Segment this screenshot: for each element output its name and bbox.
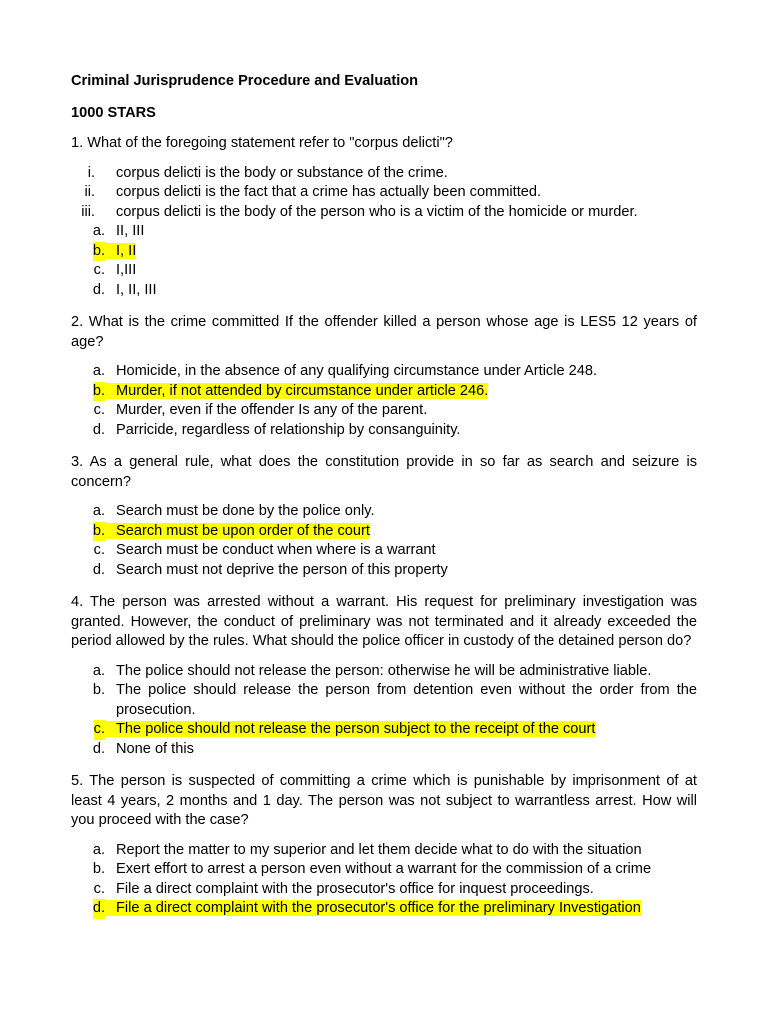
choice-text: II, III [116,223,145,239]
statement-text: corpus delicti is the body or substance of the crime. [116,164,448,181]
question-5 [71,772,697,919]
choice-text: I, II [105,243,136,259]
statement-iii [71,203,697,223]
choice-marker: d. [93,899,105,919]
choice-b [71,681,697,720]
choice-marker: b. [93,382,105,402]
statement-text: corpus delicti is the fact that a crime has actually been committed. [116,184,542,200]
choice-a [71,662,697,682]
choice-text: The police should not release the person: otherwise he will be administrative liable. [116,662,652,679]
question-3-choices [71,502,697,580]
question-1-text: 1. What of the foregoing statement refer to "corpus delicti"? [71,135,453,151]
choice-d-highlighted [71,899,697,919]
choice-d [71,421,697,441]
choice-c [71,401,697,421]
choice-marker: b. [93,522,105,542]
choice-marker: c. [93,542,105,558]
document-subtitle: 1000 STARS [71,104,156,121]
choice-text: Report the matter to my superior and let them decide what to do with the situation [116,841,642,858]
choice-text: Parricide, regardless of relationship by consanguinity. [116,421,461,438]
question-5-text: 5. The person is suspected of committing a crime which is punishable by imprisonment of at least 4 years, 2 months and 1 day. The person was not subject to warrantless arrest. How will you proceed with the case? [71,773,697,828]
choice-marker: c. [94,720,105,740]
choice-text: Search must not deprive the person of this property [116,561,448,578]
choice-marker: b. [92,682,105,698]
choice-c [71,880,697,900]
question-3 [71,453,697,580]
statement-ii [71,183,697,203]
choice-b-highlighted [71,382,697,402]
choice-text: I,III [116,262,137,278]
choice-d [71,561,697,581]
choice-marker: a. [92,662,105,679]
question-3-text: 3. As a general rule, what does the constitution provide in so far as search and seizure is concern? [71,454,697,490]
choice-b-highlighted [71,522,697,542]
choice-a [71,362,697,382]
choice-c [71,541,697,561]
choice-marker: d. [92,281,105,298]
choice-text: Search must be done by the police only. [116,503,375,519]
question-5-choices [71,841,697,919]
document-title: Criminal Jurisprudence Procedure and Evaluation [71,73,419,89]
choice-d [71,740,697,760]
choice-marker: d. [92,421,105,438]
question-4-text: 4. The person was arrested without a warrant. His request for preliminary investigation was granted. However, the conduct of preliminary was not terminated and it already exceeded the period allowed by the rules. What should the police officer in custody of the detained person do? [71,594,697,649]
choice-text: I, II, III [116,281,157,298]
statement-i [71,164,697,184]
choice-a [71,502,697,522]
choice-text: None of this [116,740,194,757]
choice-marker: d. [92,740,105,757]
question-1-choices [71,222,697,300]
choice-marker: c. [93,880,105,897]
question-1-statements [71,164,697,223]
question-4-choices [71,662,697,760]
statement-text: corpus delicti is the body of the person who is a victim of the homicide or murder. [116,203,638,220]
choice-marker: b. [92,861,105,877]
choice-d [71,281,697,301]
choice-a [71,222,697,242]
choice-marker: a. [92,503,105,519]
choice-marker: d. [92,561,105,578]
choice-b [71,860,697,880]
choice-text: Search must be conduct when where is a warrant [116,542,436,558]
choice-text: Exert effort to arrest a person even without a warrant for the commission of a crime [116,861,652,877]
choice-text: Homicide, in the absence of any qualifying circumstance under Article 248. [116,363,598,379]
choice-text: The police should not release the person subject to the receipt of the court [105,721,595,737]
question-2-text: 2. What is the crime committed If the offender killed a person whose age is LES5 12 years of age? [71,314,697,350]
choice-text: The police should release the person from detention even without the order from the prosecution. [116,682,697,718]
choice-text: File a direct complaint with the prosecutor's office for the preliminary Investigation [105,900,641,916]
question-2 [71,313,697,440]
choice-marker: a. [92,363,105,379]
choice-marker: b. [93,242,105,262]
choice-marker: c. [93,402,105,418]
choice-text: Murder, if not attended by circumstance under article 246. [105,383,488,399]
question-4 [71,593,697,759]
choice-c [71,261,697,281]
statement-marker: iii. [81,203,95,220]
choice-a [71,841,697,861]
statement-marker: ii. [84,184,95,200]
document-page [71,72,697,919]
question-2-choices [71,362,697,440]
question-1 [71,134,697,300]
choice-marker: a. [92,223,105,239]
statement-marker: i. [87,164,95,181]
choice-marker: a. [92,841,105,858]
choice-marker: c. [93,262,105,278]
choice-text: File a direct complaint with the prosecutor's office for inquest proceedings. [116,880,594,897]
choice-text: Search must be upon order of the court [105,523,370,539]
choice-c-highlighted [71,720,697,740]
choice-text: Murder, even if the offender Is any of the parent. [116,402,428,418]
choice-b-highlighted [71,242,697,262]
